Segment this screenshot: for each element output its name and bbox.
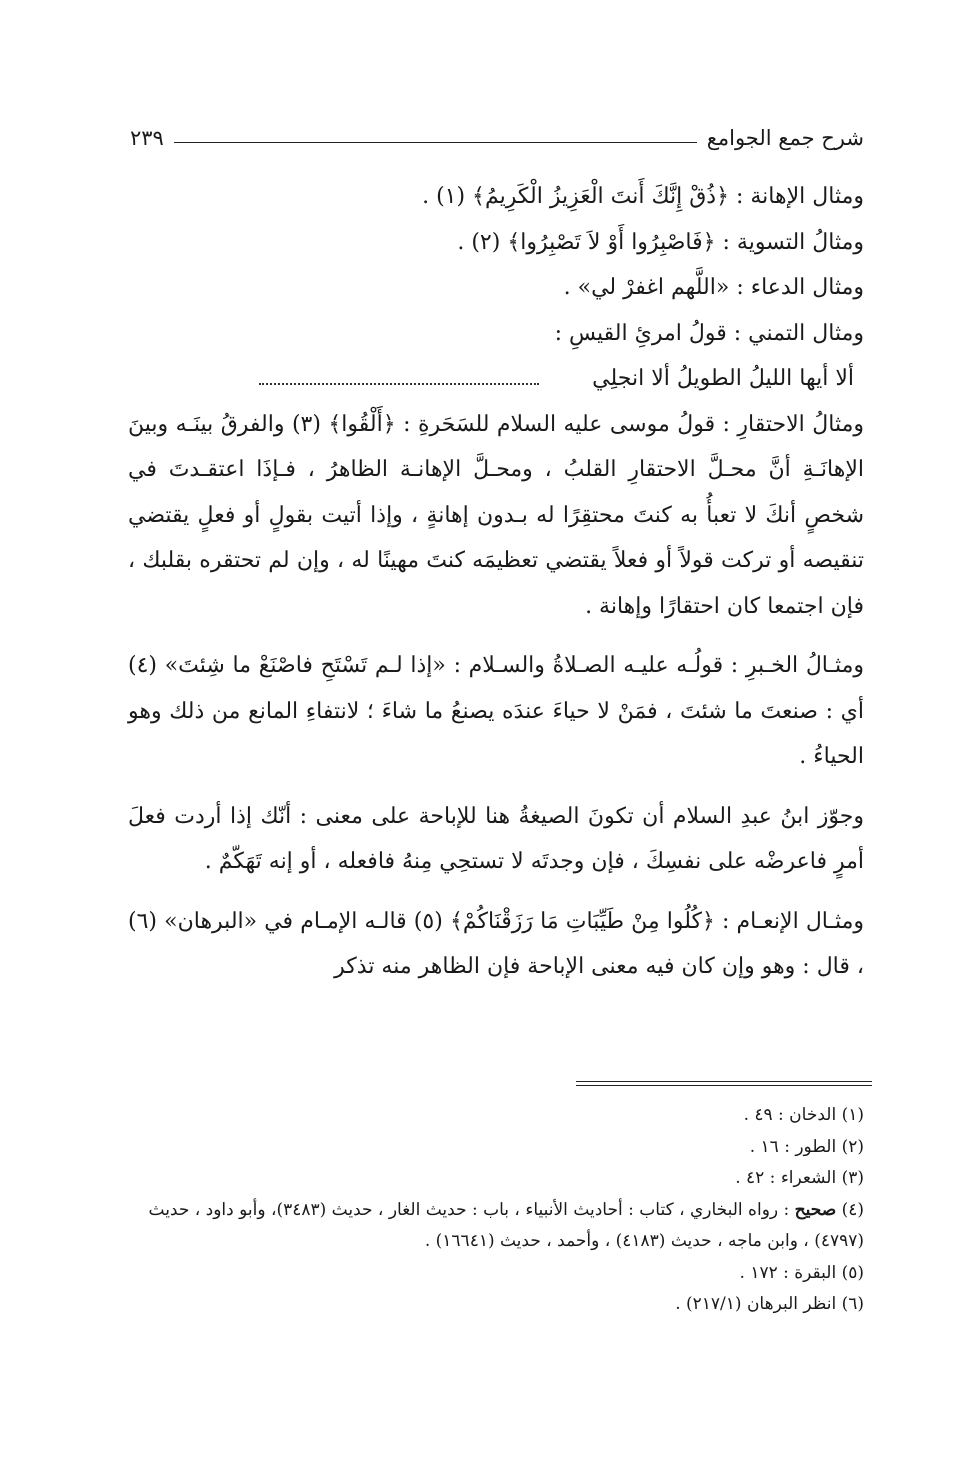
footnote-2: (٢) الطور : ١٦ . (749, 1136, 864, 1157)
footnote-5: (٥) البقرة : ١٧٢ . (739, 1262, 864, 1283)
paragraph-contempt: ومثالُ الاحتقارِ : قولُ موسى عليه السلام للسَحَرةِ : ﴿أَلْقُوا﴾ (٣) والفرقُ بينَـه وبينَ الإهانَـةِ أنَّ محـلَّ الاحتقارِ القلبُ ، ومحـلَّ الإهانـة الظاهرُ ، فـإذَا اعتقـدتَ في شخصٍ أنكَ لا تعبأُ به كنتَ محتقِرًا له بـدون إهانةٍ ، وإذا أتيت بقولٍ أو فعلٍ يقتضي تنقيصه أو تركت قولاً أو فعلاً يقتضي تعظيمَه كنتَ مهينًا له ، وإن لم تحتقره بقلبك ، فإن اجتمعا كان احتقارًا وإهانة . (128, 411, 864, 619)
paragraph-gap (128, 629, 864, 643)
page-number: ٢٣٩ (130, 126, 164, 150)
footnote-4-text: : رواه البخاري ، كتاب : أحاديث الأنبياء ، باب : حديث الغار ، حديث (٣٤٨٣)، وأبو داود ، حديث (٤٧٩٧) ، وابن ماجه ، حديث (٤١٨٣) ، وأحمد ، حديث (١٦٦٤١) . (148, 1199, 864, 1251)
main-text (128, 174, 864, 990)
poetry-verse (128, 356, 864, 402)
footnote-4 (128, 1195, 864, 1258)
header-rule (174, 142, 697, 143)
footnote-1: (١) الدخان : ٤٩ . (743, 1105, 864, 1125)
example-equality: ومثالُ التسوية : ﴿فَاصْبِرُوا أَوْ لاَ تَصْبِرُوا﴾ (٢) . (457, 229, 864, 255)
paragraph-gap (128, 780, 864, 794)
paragraph-favor: ومثـال الإنعـام : ﴿كُلُوا مِنْ طَيِّبَاتِ مَا رَزَقْنَاكُمْ﴾ (٥) قالـه الإمـام في «البرهان» (٦) ، قال : وهو وإن كان فيه معنى الإباحة فإن الظاهر منه تذكر (128, 908, 864, 979)
example-insult: ومثال الإهانة : ﴿ذُقْ إِنَّكَ أَنتَ الْعَزِيزُ الْكَرِيمُ﴾ (١) . (422, 184, 864, 209)
verse-ellipsis-dots (259, 371, 539, 385)
paragraph-report: ومثـالُ الخـبرِ : قولُـه عليـه الصـلاةُ والسـلام : «إذا لـم تَسْتَحِ فاصْنَعْ ما شِئتَ» (٤) أي : صنعتَ ما شئتَ ، فمَنْ لا حياءَ عندَه يصنعُ ما شاءَ ؛ لانتفاءِ المانع من ذلك وهو الحياءُ . (128, 653, 864, 769)
example-wish: ومثال التمني : قولُ امرئِ القيسِ : (554, 320, 864, 346)
footnotes (128, 1100, 864, 1321)
verse-text: ألا أيها الليلُ الطويلُ ألا انجلِي (592, 366, 854, 391)
footnote-4-grade: صحيح (794, 1199, 837, 1220)
example-supplication: ومثال الدعاء : «اللَّهم اغفرْ لي» . (563, 275, 864, 300)
footnote-3: (٣) الشعراء : ٤٢ . (735, 1168, 864, 1188)
running-header (130, 118, 864, 158)
footnote-4-number: (٤) (841, 1199, 864, 1220)
footnote-separator (576, 1081, 872, 1089)
paragraph-permission: وجوّز ابنُ عبدِ السلام أن تكونَ الصيغةُ هنا للإباحة على معنى : أنّك إذا أردت فعلَ أمرٍ فاعرضْه على نفسِكَ ، فإن وجدتَه لا تستحِي مِنهُ فافعله ، أو إنه تَهَكّمٌ . (128, 803, 864, 874)
footnote-6: (٦) انظر البرهان (٢١٧/١) . (675, 1294, 864, 1314)
book-title: شرح جمع الجوامع (706, 126, 864, 150)
paragraph-gap (128, 885, 864, 899)
